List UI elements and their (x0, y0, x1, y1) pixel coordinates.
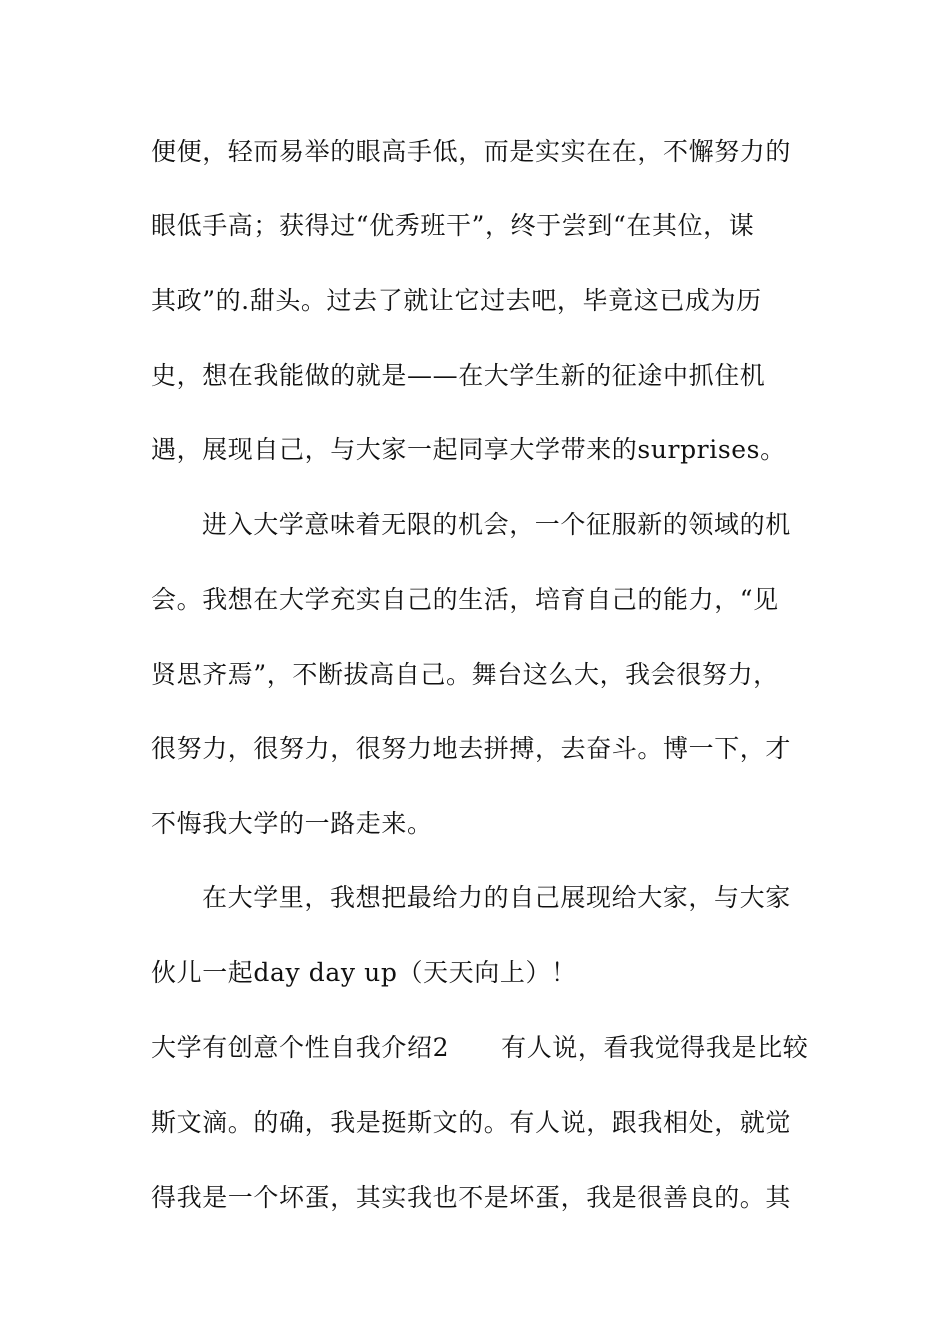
paragraph-line: 斯文滴。的确，我是挺斯文的。有人说，跟我相处，就觉 (151, 1108, 792, 1137)
paragraph-line: 伙儿一起day day up（天天向上）！ (151, 958, 577, 987)
paragraph-line: 史，想在我能做的就是——在大学生新的征途中抓住机 (151, 361, 766, 390)
paragraph-line: 便便，轻而易举的眼高手低，而是实实在在，不懈努力的 (151, 137, 792, 166)
section-heading: 大学有创意个性自我介绍2 (151, 1033, 450, 1062)
section-heading-line (151, 1031, 808, 1065)
paragraph-line: 不悔我大学的一路走来。 (151, 809, 433, 838)
paragraph-line: 会。我想在大学充实自己的生活，培育自己的能力，“见 (151, 585, 779, 614)
paragraph-line: 在大学里，我想把最给力的自己展现给大家，与大家 (202, 883, 791, 912)
paragraph-text: 有人说，看我觉得我是比较 (501, 1033, 809, 1062)
paragraph-line: 眼低手高；获得过“优秀班干”，终于尝到“在其位，谋 (151, 211, 755, 240)
paragraph-line: 得我是一个坏蛋，其实我也不是坏蛋，我是很善良的。其 (151, 1183, 792, 1212)
paragraph-line: 很努力，很努力，很努力地去拼搏，去奋斗。博一下，才 (151, 734, 792, 763)
paragraph-line: 其政”的.甜头。过去了就让它过去吧，毕竟这已成为历 (151, 286, 762, 315)
paragraph-line: 遇，展现自己，与大家一起同享大学带来的surprises。 (151, 435, 786, 464)
paragraph-line: 进入大学意味着无限的机会，一个征服新的领域的机 (202, 510, 791, 539)
paragraph-line: 贤思齐焉”，不断拔高自己。舞台这么大，我会很努力， (151, 660, 779, 689)
